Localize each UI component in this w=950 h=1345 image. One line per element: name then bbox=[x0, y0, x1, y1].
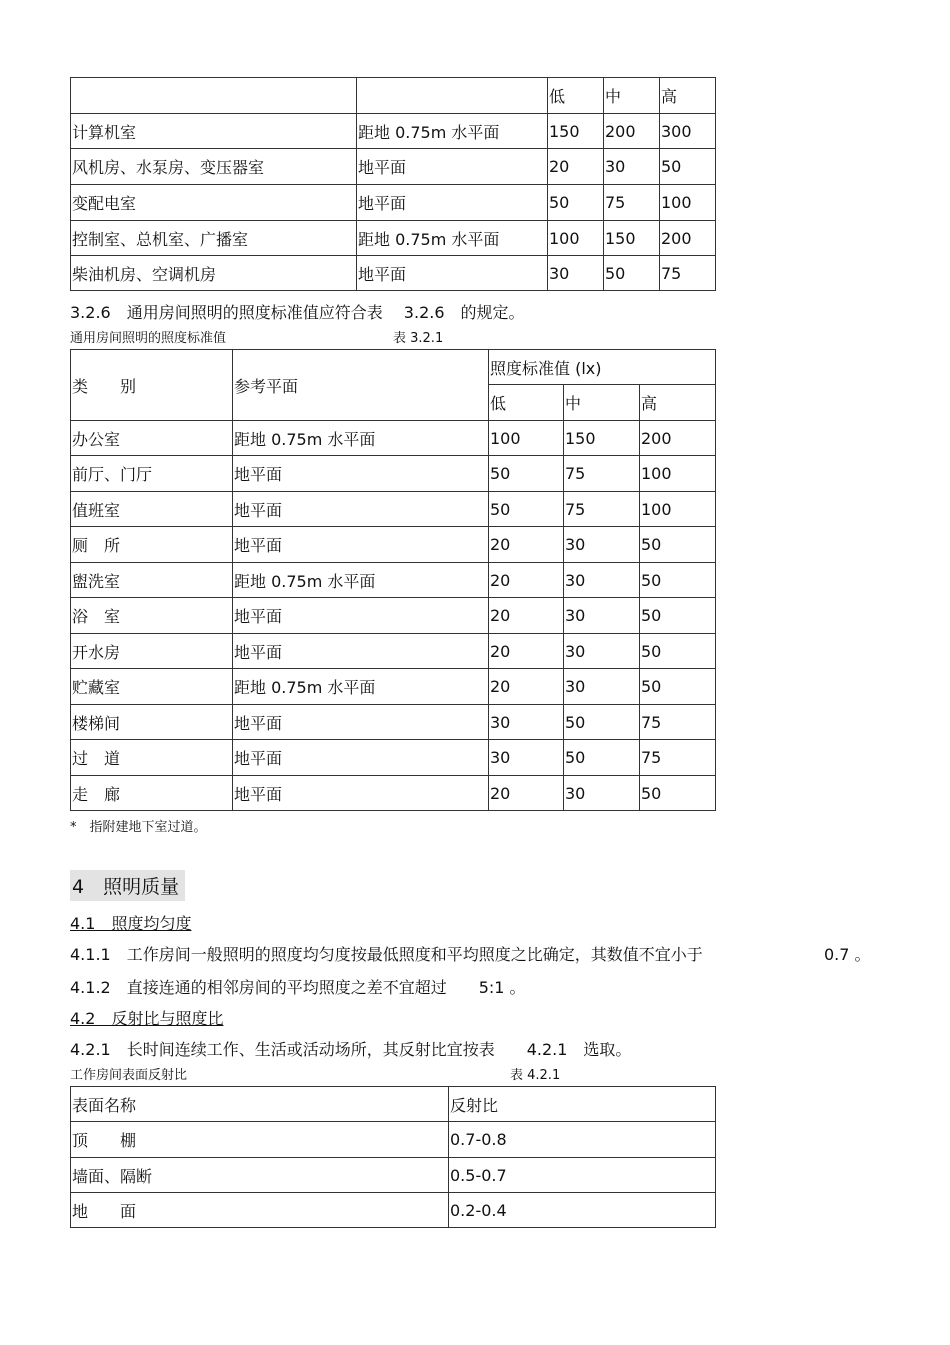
table-cell: 30 bbox=[604, 149, 660, 185]
table-row bbox=[71, 598, 716, 634]
table-cell: 0.2-0.4 bbox=[449, 1193, 716, 1228]
table-header-high: 高 bbox=[640, 385, 716, 421]
table-row bbox=[71, 1122, 716, 1158]
table-cell: 20 bbox=[489, 527, 564, 563]
table-cell: 20 bbox=[489, 598, 564, 634]
table-row bbox=[71, 221, 716, 256]
table-cell: 0.5-0.7 bbox=[449, 1158, 716, 1193]
table-cell: 前厅、门厅 bbox=[71, 456, 233, 492]
table-cell: 50 bbox=[660, 149, 716, 185]
table-cell bbox=[357, 78, 548, 114]
table-cell: 30 bbox=[564, 598, 640, 634]
table-cell: 顶 棚 bbox=[71, 1122, 449, 1158]
table-cell: 柴油机房、空调机房 bbox=[71, 256, 357, 291]
table-cell: 过 道 bbox=[71, 740, 233, 776]
table-row bbox=[71, 149, 716, 185]
table-cell: 200 bbox=[660, 221, 716, 256]
table-row bbox=[71, 421, 716, 456]
table-cell: 开水房 bbox=[71, 634, 233, 669]
clause-4-1-1-value: 0.7 。 bbox=[824, 945, 871, 964]
table-cell: 20 bbox=[489, 776, 564, 811]
table-cell: 距地 0.75m 水平面 bbox=[357, 114, 548, 149]
clause-4-1-1: 4.1.1 工作房间一般照明的照度均匀度按最低照度和平均照度之比确定，其数值不宜小于 bbox=[70, 945, 703, 964]
table-row bbox=[71, 492, 716, 527]
section-4-heading: 4 照明质量 bbox=[70, 870, 185, 901]
table-header-plane: 参考平面 bbox=[233, 350, 489, 421]
table-cell: 地平面 bbox=[357, 185, 548, 221]
table-cell: 200 bbox=[604, 114, 660, 149]
table-cell: 距地 0.75m 水平面 bbox=[233, 669, 489, 705]
table-cell: 100 bbox=[548, 221, 604, 256]
table-cell: 计算机室 bbox=[71, 114, 357, 149]
table-cell: 300 bbox=[660, 114, 716, 149]
section-4-1-heading: 4.1 照度均匀度 bbox=[70, 914, 192, 933]
table-cell: 30 bbox=[564, 669, 640, 705]
table-cell: 20 bbox=[489, 563, 564, 598]
table-cell: 50 bbox=[564, 705, 640, 740]
table-cell: 厕 所 bbox=[71, 527, 233, 563]
clause-3-2-6: 3.2.6 通用房间照明的照度标准值应符合表 3.2.6 的规定。 bbox=[70, 303, 525, 322]
table-cell: 50 bbox=[604, 256, 660, 291]
table-cell: 楼梯间 bbox=[71, 705, 233, 740]
table-cell: 75 bbox=[604, 185, 660, 221]
table-cell: 150 bbox=[548, 114, 604, 149]
table-cell: 地 面 bbox=[71, 1193, 449, 1228]
table-cell: 地平面 bbox=[233, 527, 489, 563]
table-cell: 低 bbox=[548, 78, 604, 114]
table-special-rooms bbox=[70, 77, 716, 291]
table-cell: 50 bbox=[640, 776, 716, 811]
table-cell: 100 bbox=[660, 185, 716, 221]
table-cell: 50 bbox=[640, 563, 716, 598]
table-cell: 贮藏室 bbox=[71, 669, 233, 705]
table-cell: 75 bbox=[640, 705, 716, 740]
table-caption: 工作房间表面反射比 bbox=[70, 1068, 188, 1083]
table-row bbox=[71, 740, 716, 776]
table-cell: 地平面 bbox=[357, 149, 548, 185]
table-cell: 地平面 bbox=[233, 492, 489, 527]
table-header-category: 类 别 bbox=[71, 350, 233, 421]
table-cell: 20 bbox=[548, 149, 604, 185]
table-cell: 值班室 bbox=[71, 492, 233, 527]
table-row bbox=[71, 776, 716, 811]
table-number: 表 4.2.1 bbox=[510, 1068, 561, 1083]
table-cell: 30 bbox=[564, 527, 640, 563]
table-general-rooms bbox=[70, 349, 716, 811]
table-row bbox=[71, 456, 716, 492]
table-cell: 风机房、水泵房、变压器室 bbox=[71, 149, 357, 185]
table-cell: 反射比 bbox=[449, 1087, 716, 1122]
table-cell: 50 bbox=[564, 740, 640, 776]
table-cell: 20 bbox=[489, 634, 564, 669]
table-row bbox=[71, 1158, 716, 1193]
table-cell: 办公室 bbox=[71, 421, 233, 456]
table-cell: 距地 0.75m 水平面 bbox=[233, 563, 489, 598]
table-cell: 150 bbox=[604, 221, 660, 256]
table-header-mid: 中 bbox=[564, 385, 640, 421]
table-number: 表 3.2.1 bbox=[393, 331, 444, 346]
table-cell: 50 bbox=[489, 492, 564, 527]
table-cell bbox=[71, 78, 357, 114]
table-cell: 200 bbox=[640, 421, 716, 456]
table-cell: 浴 室 bbox=[71, 598, 233, 634]
table-header-row bbox=[71, 78, 716, 114]
table-cell: 50 bbox=[640, 527, 716, 563]
table-cell: 50 bbox=[640, 598, 716, 634]
table-cell: 20 bbox=[489, 669, 564, 705]
table-row bbox=[71, 114, 716, 149]
table-header-value: 照度标准值 (lx) bbox=[489, 350, 716, 385]
table-row bbox=[71, 705, 716, 740]
table-cell: 30 bbox=[489, 740, 564, 776]
table-row bbox=[71, 669, 716, 705]
table-cell: 距地 0.75m 水平面 bbox=[357, 221, 548, 256]
table-cell: 地平面 bbox=[357, 256, 548, 291]
table-header-row bbox=[71, 1087, 716, 1122]
table-cell: 盥洗室 bbox=[71, 563, 233, 598]
table-row bbox=[71, 185, 716, 221]
table-cell: 30 bbox=[489, 705, 564, 740]
table-cell: 变配电室 bbox=[71, 185, 357, 221]
table-cell: 100 bbox=[640, 456, 716, 492]
table-cell: 30 bbox=[564, 776, 640, 811]
table-cell: 走 廊 bbox=[71, 776, 233, 811]
table-cell: 75 bbox=[564, 456, 640, 492]
table-reflectance bbox=[70, 1086, 716, 1228]
table-cell: 地平面 bbox=[233, 598, 489, 634]
table-row bbox=[71, 1193, 716, 1228]
table-cell: 地平面 bbox=[233, 740, 489, 776]
clause-4-1-2: 4.1.2 直接连通的相邻房间的平均照度之差不宜超过 5:1 。 bbox=[70, 978, 526, 997]
table-row bbox=[71, 634, 716, 669]
table-cell: 75 bbox=[640, 740, 716, 776]
table-row bbox=[71, 563, 716, 598]
table-cell: 30 bbox=[564, 563, 640, 598]
table-cell: 地平面 bbox=[233, 776, 489, 811]
table-cell: 75 bbox=[564, 492, 640, 527]
table-cell: 50 bbox=[489, 456, 564, 492]
table-note: * 指附建地下室过道。 bbox=[70, 820, 207, 835]
table-cell: 50 bbox=[640, 669, 716, 705]
table-cell: 地平面 bbox=[233, 705, 489, 740]
table-cell: 墙面、隔断 bbox=[71, 1158, 449, 1193]
table-cell: 中 bbox=[604, 78, 660, 114]
table-cell: 控制室、总机室、广播室 bbox=[71, 221, 357, 256]
table-cell: 100 bbox=[640, 492, 716, 527]
table-caption: 通用房间照明的照度标准值 bbox=[70, 331, 227, 346]
clause-4-2-1: 4.2.1 长时间连续工作、生活或活动场所，其反射比宜按表 4.2.1 选取。 bbox=[70, 1040, 632, 1059]
table-cell: 100 bbox=[489, 421, 564, 456]
section-4-2-heading: 4.2 反射比与照度比 bbox=[70, 1009, 224, 1028]
table-cell: 表面名称 bbox=[71, 1087, 449, 1122]
table-cell: 30 bbox=[564, 634, 640, 669]
table-row bbox=[71, 256, 716, 291]
table-cell: 30 bbox=[548, 256, 604, 291]
table-cell: 高 bbox=[660, 78, 716, 114]
table-row bbox=[71, 527, 716, 563]
table-header-row bbox=[71, 350, 716, 385]
table-cell: 距地 0.75m 水平面 bbox=[233, 421, 489, 456]
table-cell: 50 bbox=[548, 185, 604, 221]
table-cell: 75 bbox=[660, 256, 716, 291]
table-cell: 150 bbox=[564, 421, 640, 456]
table-cell: 地平面 bbox=[233, 634, 489, 669]
table-cell: 0.7-0.8 bbox=[449, 1122, 716, 1158]
table-cell: 50 bbox=[640, 634, 716, 669]
table-header-low: 低 bbox=[489, 385, 564, 421]
table-cell: 地平面 bbox=[233, 456, 489, 492]
